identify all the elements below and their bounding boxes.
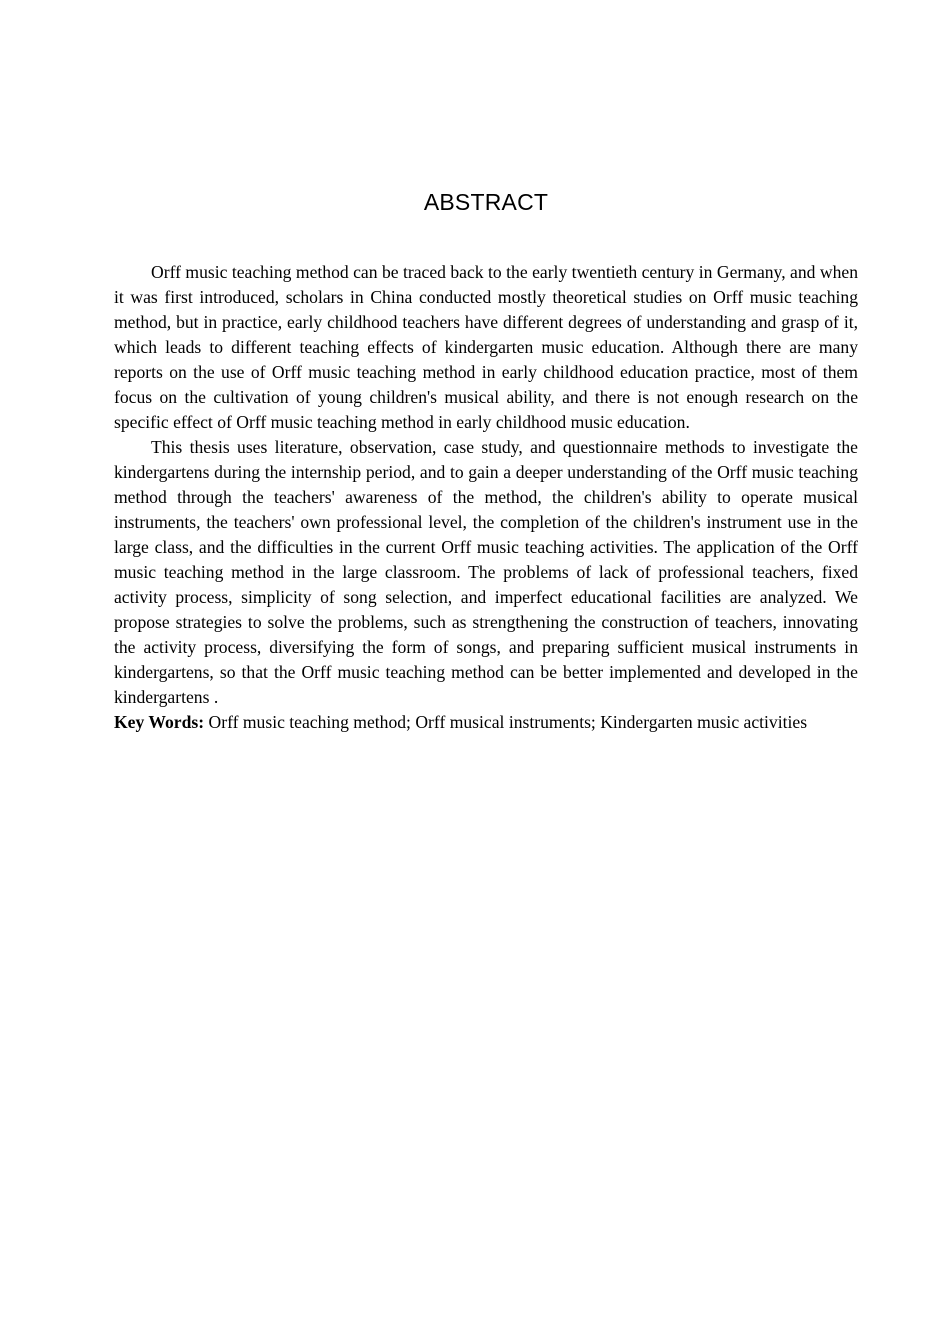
abstract-paragraph-1: Orff music teaching method can be traced back to the early twentieth century in Germany, and when it was first introduced, scholars in China conducted mostly theoretical studies on Orff music teaching method, but in practice, early childhood teachers have different degrees of understanding and grasp of it, which leads to different teaching effects of kindergarten music education. Although there are many reports on the use of Orff music teaching method in early childhood education practice, most of them focus on the cultivation of young children's musical ability, and there is not enough research on the specific effect of Orff music teaching method in early childhood music education. — [114, 262, 858, 432]
abstract-title: ABSTRACT — [423, 189, 549, 215]
abstract-body — [114, 260, 858, 735]
keywords — [114, 710, 858, 735]
abstract-paragraph-2: This thesis uses literature, observation, case study, and questionnaire methods to investigate the kindergartens during the internship period, and to gain a deeper understanding of the Orff music teaching method through the teachers' awareness of the method, the children's ability to operate musical instruments, the teachers' own professional level, the completion of the children's instrument use in the large class, and the difficulties in the current Orff music teaching activities. The application of the Orff music teaching method in the large classroom. The problems of lack of professional teachers, fixed activity process, simplicity of song selection, and imperfect educational facilities are analyzed. We propose strategies to solve the problems, such as strengthening the construction of teachers, innovating the activity process, diversifying the form of songs, and preparing sufficient musical instruments in kindergartens, so that the Orff music teaching method can be better implemented and developed in the kindergartens . — [114, 437, 858, 707]
keywords-text: Orff music teaching method; Orff musical instruments; Kindergarten music activities — [208, 712, 808, 732]
keywords-label: Key Words: — [114, 712, 205, 732]
